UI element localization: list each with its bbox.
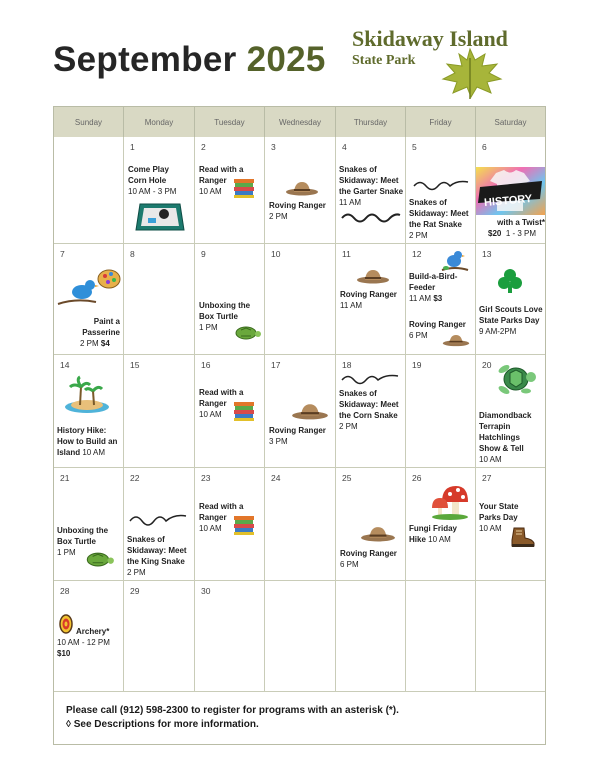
day-number: 15 [130,360,140,370]
event-title: Build-a-Bird- [409,272,458,281]
event-title: Show & Tell [479,444,524,453]
event-time: 10 AM [199,410,222,419]
day-number: 25 [342,473,352,483]
island-icon [62,375,112,415]
event-time: 11 AM [340,301,363,310]
day-number: 28 [60,586,70,596]
day-number: 16 [201,360,211,370]
event-title: Box Turtle [199,312,238,321]
event-time: 6 PM [409,331,428,340]
day-number: 4 [342,142,347,152]
ranger-hat-icon [285,180,319,196]
event-price: $20 [488,229,502,238]
event-title: Paint a [93,317,120,326]
event-title: Fungi Friday [409,524,457,533]
event-title: Parks Day [479,513,518,522]
day-number: 11 [342,249,351,259]
books-icon [233,177,255,199]
event-time: 2 PM [409,231,428,240]
day-number: 14 [60,360,70,370]
footer-register-note: Please call (912) 598-2300 to register for programs with an asterisk (*). [66,705,399,716]
event-price: $4 [100,339,110,348]
day-cell-12[interactable] [406,244,476,355]
event-title: Box Turtle [57,537,96,546]
day-cell-21[interactable] [54,468,124,581]
event-title: with a Twist* [497,218,545,227]
event-title: Read with a [199,165,244,174]
archery-target-icon [58,613,74,635]
event-time: 10 AM [82,448,106,457]
day-number: 2 [201,142,206,152]
event-title: Archery* [76,627,110,636]
footer-descriptions-note: ◊ See Descriptions for more information. [66,719,259,730]
event-title: Girl Scouts Love [479,305,543,314]
event-title: Unboxing the [57,526,109,535]
day-cell-5[interactable] [406,137,476,244]
day-number: 7 [60,249,65,259]
day-number: 29 [130,586,140,596]
event-time: 2 PM [80,339,99,348]
day-cell-10[interactable] [265,244,336,355]
event-title: Snakes of [409,198,447,207]
event-title: Unboxing the [199,301,251,310]
event-title: Skidaway: Meet [339,400,399,409]
day-cell-18[interactable] [336,355,406,468]
day-cell-13[interactable] [476,244,545,355]
event-title: Skidaway: Meet [127,546,187,555]
event-time: 10 AM - 12 PM [57,638,110,647]
event-time: 10 AM - 3 PM [128,187,177,196]
event-title: Read with a [199,502,244,511]
day-number: 3 [271,142,276,152]
logo-line2: State Park [352,53,416,68]
books-icon [233,400,255,422]
ranger-hat-icon [291,402,329,420]
event-title: Roving Ranger [340,549,397,558]
event-title: Snakes of [127,535,165,544]
weekday-monday: Monday [124,107,195,137]
event-time: 11 AM [409,294,432,303]
day-cell-empty [265,581,336,692]
event-time: 10 AM [199,187,222,196]
day-number: 5 [412,142,417,152]
event-title: Roving Ranger [340,290,397,299]
event-title: Come Play [128,165,169,174]
event-title: Ranger [199,399,227,408]
day-cell-15[interactable] [124,355,195,468]
day-number: 19 [412,360,422,370]
day-cell-28[interactable] [54,581,124,692]
event-title: the Garter Snake [339,187,404,196]
snake-icon [128,510,188,526]
event-time: 1 - 3 PM [505,229,537,238]
day-cell-23[interactable] [195,468,265,581]
cornhole-board-icon [134,200,186,234]
event-title: Roving Ranger [269,426,326,435]
weekday-saturday: Saturday [476,107,545,137]
leaf-icon [435,46,505,100]
day-cell-14[interactable] [54,355,124,468]
park-logo [350,26,540,98]
hiking-boot-icon [510,526,536,548]
day-number: 18 [342,360,352,370]
day-number: 8 [130,249,135,259]
day-cell-4[interactable] [336,137,406,244]
event-price: $10 [57,649,71,658]
event-title: Ranger [199,176,227,185]
bird-palette-icon [56,268,122,310]
weekday-friday: Friday [406,107,476,137]
day-number: 22 [130,473,140,483]
day-cell-17[interactable] [265,355,336,468]
day-cell-2[interactable] [195,137,265,244]
day-cell-26[interactable] [406,468,476,581]
day-number: 26 [412,473,422,483]
books-icon [233,514,255,536]
event-title: Skidaway: Meet [339,176,399,185]
event-title: Island [57,448,81,457]
event-time: 11 AM [339,198,362,207]
day-cell-empty [54,137,124,244]
day-cell-empty [406,581,476,692]
turtle-icon [84,550,114,567]
ranger-hat-icon [356,268,390,284]
event-time: 6 PM [340,560,359,569]
event-title: the King Snake [127,557,185,566]
event-title: Roving Ranger [269,201,326,210]
turtle-icon [233,324,261,340]
day-cell-3[interactable] [265,137,336,244]
day-cell-27[interactable] [476,468,545,581]
calendar-grid [53,106,546,745]
event-time: 2 PM [339,422,358,431]
event-time: 10 AM [428,535,451,544]
event-title: Skidaway: Meet [409,209,469,218]
ranger-hat-icon [442,333,470,347]
weekday-wednesday: Wednesday [265,107,336,137]
history-banner: HISTORY [483,192,533,210]
day-cell-1[interactable] [124,137,195,244]
day-number: 20 [482,360,492,370]
event-time: 10 AM [199,524,222,533]
event-title: Ranger [199,513,227,522]
event-time: 1 PM [199,323,218,332]
weekday-tuesday: Tuesday [195,107,265,137]
event-title: Roving Ranger [409,320,466,329]
event-title: Corn Hole [128,176,167,185]
event-title: History Hike: [57,426,107,435]
event-title: Snakes of [339,389,377,398]
page-title [53,40,326,80]
day-cell-20[interactable] [476,355,545,468]
day-cell-24[interactable] [265,468,336,581]
event-title: Read with a [199,388,244,397]
event-title: Hatchlings [479,433,520,442]
day-cell-empty [336,581,406,692]
event-time: 2 PM [127,568,146,577]
day-cell-6[interactable] [476,137,545,244]
weekday-sunday: Sunday [54,107,124,137]
day-number: 17 [271,360,281,370]
event-time: 1 PM [57,548,76,557]
ranger-hat-icon [360,525,396,542]
day-number: 12 [412,249,422,259]
day-cell-7[interactable] [54,244,124,355]
day-number: 6 [482,142,487,152]
logo-line1: Skidaway Island [352,26,508,51]
event-title: Passerine [82,328,120,337]
event-price: $3 [433,294,443,303]
event-time: 9 AM-2PM [479,327,517,336]
day-cell-22[interactable] [124,468,195,581]
month-label: September [53,40,237,79]
day-number: 30 [201,586,211,596]
day-cell-19[interactable] [406,355,476,468]
day-number: 9 [201,249,206,259]
day-cell-25[interactable] [336,468,406,581]
event-title: State Parks Day [479,316,540,325]
event-title: Terrapin [479,422,511,431]
day-cell-30[interactable] [195,581,265,692]
day-number: 27 [482,473,492,483]
day-cell-11[interactable] [336,244,406,355]
event-title: the Rat Snake [409,220,462,229]
day-number: 10 [271,249,281,259]
event-time: 10 AM [479,524,502,533]
day-number: 13 [482,249,492,259]
day-number: 21 [60,473,70,483]
event-title: Snakes of [339,165,377,174]
day-cell-empty [476,581,545,692]
footer-notes [54,692,545,744]
event-time: 10 AM [479,455,502,464]
day-cell-8[interactable] [124,244,195,355]
day-number: 24 [271,473,281,483]
day-number: 1 [130,142,135,152]
day-cell-9[interactable] [195,244,265,355]
day-number: 23 [201,473,211,483]
snake-icon [412,177,470,191]
event-title: How to Build an [57,437,118,446]
event-title: Hike [409,535,426,544]
event-time: 2 PM [269,212,288,221]
trefoil-icon [498,268,522,294]
sea-turtle-icon [496,361,538,397]
event-time: 3 PM [269,437,288,446]
snake-icon [340,209,402,223]
day-cell-29[interactable] [124,581,195,692]
event-title: Your State [479,502,519,511]
snake-icon [340,371,400,385]
event-title: the Corn Snake [339,411,398,420]
mushroom-icon [430,482,470,520]
event-title: Feeder [409,283,436,292]
weekday-thursday: Thursday [336,107,406,137]
day-cell-16[interactable] [195,355,265,468]
year-label: 2025 [246,40,326,79]
event-title: Diamondback [479,411,532,420]
